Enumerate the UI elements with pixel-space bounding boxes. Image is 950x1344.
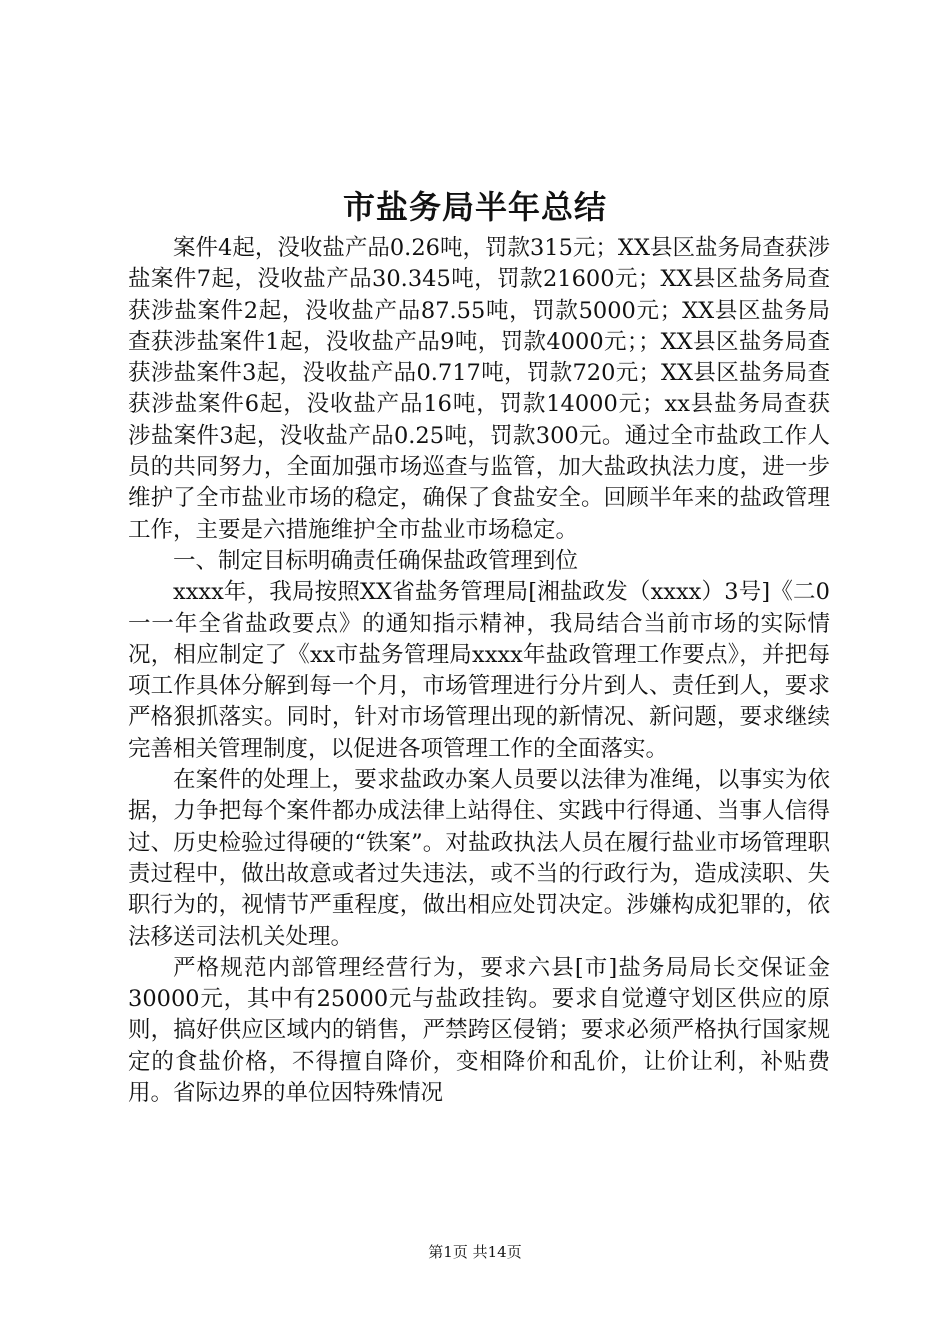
document-title: 市盐务局半年总结 [342, 188, 607, 226]
paragraph-targets: xxxx年，我局按照XX省盐务管理局[湘盐政发（xxxx）3号]《二0一一年全省盐政要点》的通知指示精神，我局结合当前市场的实际情况，相应制定了《xx市盐务管理局xxxx年盐政管理工作要点》，并把每项工作具体分解到每一个月，市场管理进行分片到人、责任到人，要求严格狠抓落实。同时，针对市场管理出现的新情况、新问题，要求继续完善相关管理制度，以促进各项管理工作的全面落实。 [128, 579, 830, 762]
paragraph-internal-management: 严格规范内部管理经营行为，要求六县[市]盐务局局长交保证金30000元，其中有25000元与盐政挂钩。要求自觉遵守划区供应的原则，搞好供应区域内的销售，严禁跨区侵销；要求必须严格执行国家规定的食盐价格，不得擅自降价，变相降价和乱价，让价让利，补贴费用。省际边界的单位因特殊情况 [128, 954, 830, 1107]
paragraph-case-summary: 案件4起，没收盐产品0.26吨，罚款315元；XX县区盐务局查获涉盐案件7起，没收盐产品30.345吨，罚款21600元；XX县区盐务局查获涉盐案件2起，没收盐产品87.55吨，罚款5000元；XX县区盐务局查获涉盐案件1起，没收盐产品9吨，罚款4000元；；XX县区盐务局查获涉盐案件3起，没收盐产品0.717吨，罚款720元；XX县区盐务局查获涉盐案件6起，没收盐产品16吨，罚款14000元；xx县盐务局查获涉盐案件3起，没收盐产品0.25吨，罚款300元。通过全市盐政工作人员的共同努力，全面加强市场巡查与监管，加大盐政执法力度，进一步维护了全市盐业市场的稳定，确保了食盐安全。回顾半年来的盐政管理工作，主要是六措施维护全市盐业市场稳定。 [128, 235, 830, 543]
section-heading-1: 一、制定目标明确责任确保盐政管理到位 [173, 547, 579, 574]
document-body [128, 233, 830, 1109]
page-footer: 第1页 共14页 [428, 1243, 522, 1261]
paragraph-case-handling: 在案件的处理上，要求盐政办案人员要以法律为准绳，以事实为依据，力争把每个案件都办成法律上站得住、实践中行得通、当事人信得过、历史检验过得硬的“铁案”。对盐政执法人员在履行盐业市场管理职责过程中，做出故意或者过失违法，或不当的行政行为，造成渎职、失职行为的，视情节严重程度，做出相应处罚决定。涉嫌构成犯罪的，依法移送司法机关处理。 [128, 767, 830, 950]
